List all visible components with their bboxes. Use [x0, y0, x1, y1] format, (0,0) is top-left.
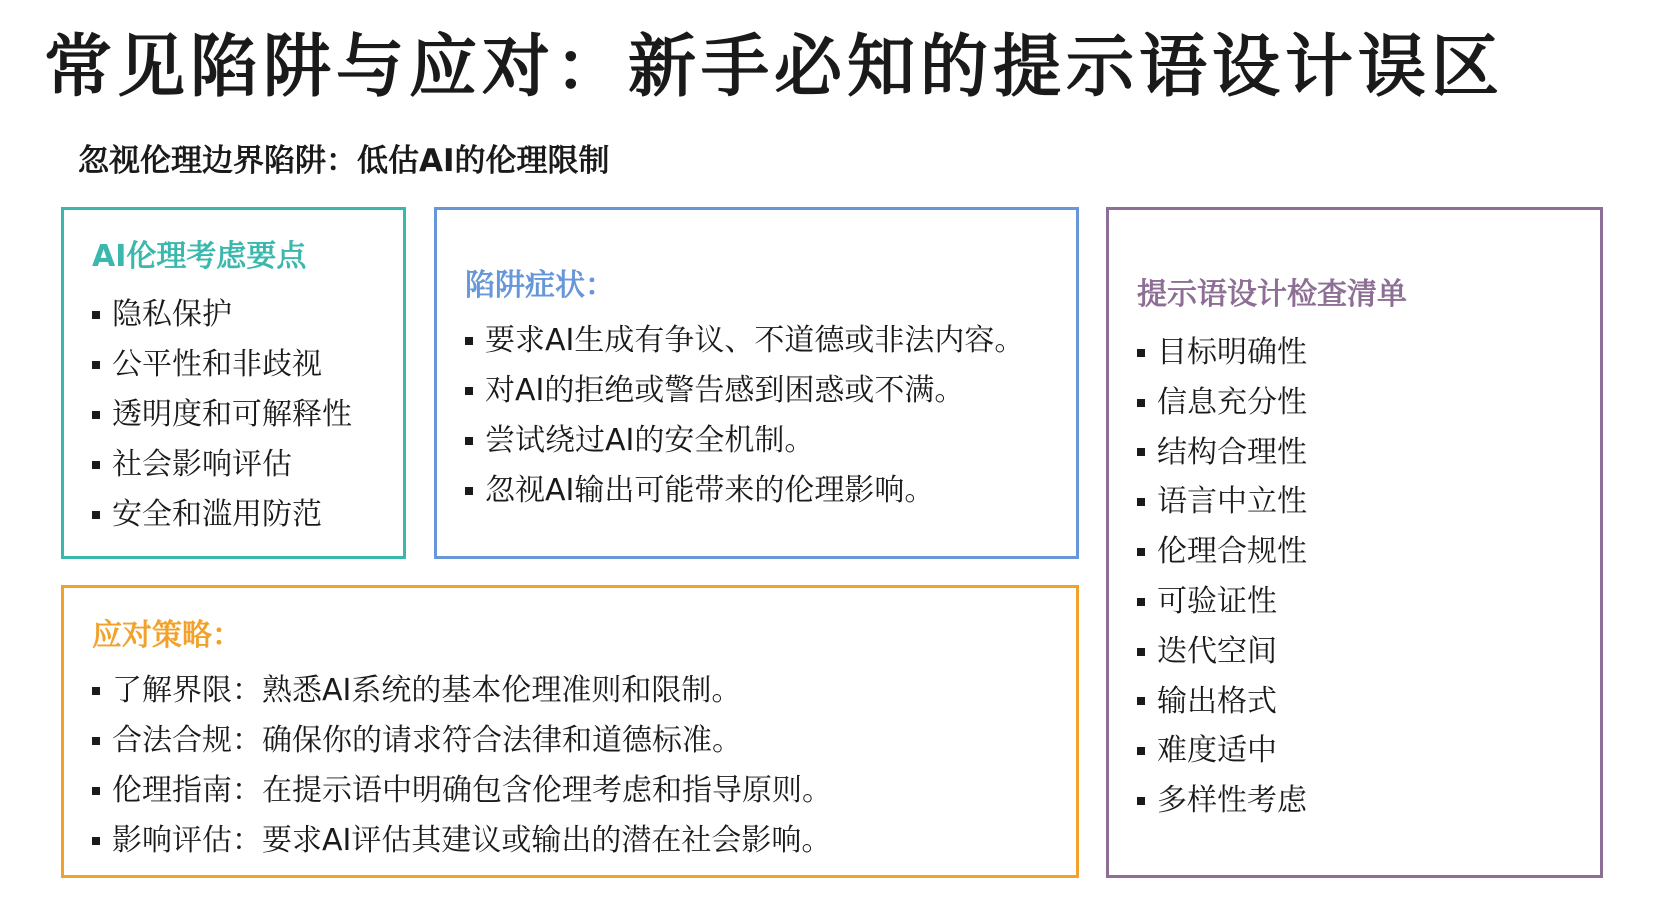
bullet-square-icon — [465, 437, 473, 445]
symptoms-list-item — [465, 316, 1024, 366]
checklist-item — [1137, 328, 1307, 378]
ethics-heading: AI伦理考虑要点 — [92, 239, 307, 274]
checklist-item-text: 输出格式 — [1157, 683, 1277, 719]
symptoms-item-text: 尝试绕过AI的安全机制。 — [485, 423, 815, 458]
checklist-item — [1137, 527, 1307, 577]
ethics-list-item — [92, 440, 352, 490]
checklist-item-text: 迭代空间 — [1157, 633, 1277, 669]
strategy-list-item — [92, 766, 832, 816]
page-title: 常见陷阱与应对：新手必知的提示语设计误区 — [44, 28, 1505, 107]
coping-strategy-panel — [61, 585, 1079, 878]
checklist-item — [1137, 726, 1307, 776]
ethics-item-text: 公平性和非歧视 — [112, 347, 322, 382]
symptoms-list — [465, 316, 1024, 516]
bullet-square-icon — [1137, 697, 1145, 705]
bullet-square-icon — [1137, 498, 1145, 506]
checklist-item — [1137, 428, 1307, 478]
bullet-square-icon — [92, 361, 100, 369]
prompt-design-checklist-panel — [1106, 207, 1603, 878]
ethics-list-item — [92, 390, 352, 440]
strategy-list-item — [92, 666, 832, 716]
bullet-square-icon — [92, 687, 100, 695]
ethics-item-text: 社会影响评估 — [112, 447, 292, 482]
checklist-item — [1137, 677, 1307, 727]
bullet-square-icon — [1137, 448, 1145, 456]
bullet-square-icon — [1137, 747, 1145, 755]
strategy-item-text: 影响评估：要求AI评估其建议或输出的潜在社会影响。 — [112, 823, 832, 858]
checklist-item — [1137, 577, 1307, 627]
bullet-square-icon — [465, 337, 473, 345]
checklist-item-text: 多样性考虑 — [1157, 783, 1307, 819]
symptoms-list-item — [465, 366, 1024, 416]
bullet-square-icon — [1137, 548, 1145, 556]
symptoms-list-item — [465, 466, 1024, 516]
ethics-list-item — [92, 290, 352, 340]
bullet-square-icon — [92, 837, 100, 845]
bullet-square-icon — [92, 461, 100, 469]
bullet-square-icon — [465, 387, 473, 395]
bullet-square-icon — [92, 511, 100, 519]
symptoms-item-text: 对AI的拒绝或警告感到困惑或不满。 — [485, 373, 965, 408]
trap-symptoms-panel — [434, 207, 1079, 559]
checklist-item — [1137, 776, 1307, 826]
strategy-item-text: 了解界限：熟悉AI系统的基本伦理准则和限制。 — [112, 673, 742, 708]
checklist-item — [1137, 627, 1307, 677]
symptoms-list-item — [465, 416, 1024, 466]
checklist-item-text: 伦理合规性 — [1157, 534, 1307, 570]
checklist-item-text: 难度适中 — [1157, 733, 1277, 769]
bullet-square-icon — [92, 311, 100, 319]
strategy-heading: 应对策略： — [92, 618, 242, 653]
bullet-square-icon — [1137, 648, 1145, 656]
ethics-item-text: 透明度和可解释性 — [112, 397, 352, 432]
ethics-list-item — [92, 490, 352, 540]
page-subtitle: 忽视伦理边界陷阱：低估AI的伦理限制 — [78, 143, 610, 179]
checklist-item-text: 结构合理性 — [1157, 434, 1307, 470]
checklist-heading: 提示语设计检查清单 — [1137, 277, 1407, 312]
bullet-square-icon — [1137, 399, 1145, 407]
checklist-item — [1137, 378, 1307, 428]
strategy-item-text: 合法合规：确保你的请求符合法律和道德标准。 — [112, 723, 742, 758]
ethics-item-text: 隐私保护 — [112, 297, 232, 332]
strategy-item-text: 伦理指南：在提示语中明确包含伦理考虑和指导原则。 — [112, 773, 832, 808]
strategy-list-item — [92, 716, 832, 766]
bullet-square-icon — [1137, 598, 1145, 606]
bullet-square-icon — [92, 411, 100, 419]
ethics-list-item — [92, 340, 352, 390]
ethics-list — [92, 290, 352, 540]
symptoms-item-text: 要求AI生成有争议、不道德或非法内容。 — [485, 323, 1025, 358]
bullet-square-icon — [1137, 349, 1145, 357]
bullet-square-icon — [92, 787, 100, 795]
strategy-list-item — [92, 816, 832, 866]
checklist-item-text: 可验证性 — [1157, 583, 1277, 619]
symptoms-heading: 陷阱症状： — [465, 268, 615, 303]
symptoms-item-text: 忽视AI输出可能带来的伦理影响。 — [485, 473, 935, 508]
bullet-square-icon — [465, 487, 473, 495]
bullet-square-icon — [92, 737, 100, 745]
ethics-item-text: 安全和滥用防范 — [112, 497, 322, 532]
checklist-item — [1137, 477, 1307, 527]
checklist-item-text: 目标明确性 — [1157, 335, 1307, 370]
ethics-considerations-panel — [61, 207, 406, 559]
checklist-item-text: 信息充分性 — [1157, 384, 1307, 420]
checklist-item-text: 语言中立性 — [1157, 484, 1307, 520]
bullet-square-icon — [1137, 797, 1145, 805]
strategy-list — [92, 666, 832, 866]
checklist-list — [1137, 328, 1307, 826]
